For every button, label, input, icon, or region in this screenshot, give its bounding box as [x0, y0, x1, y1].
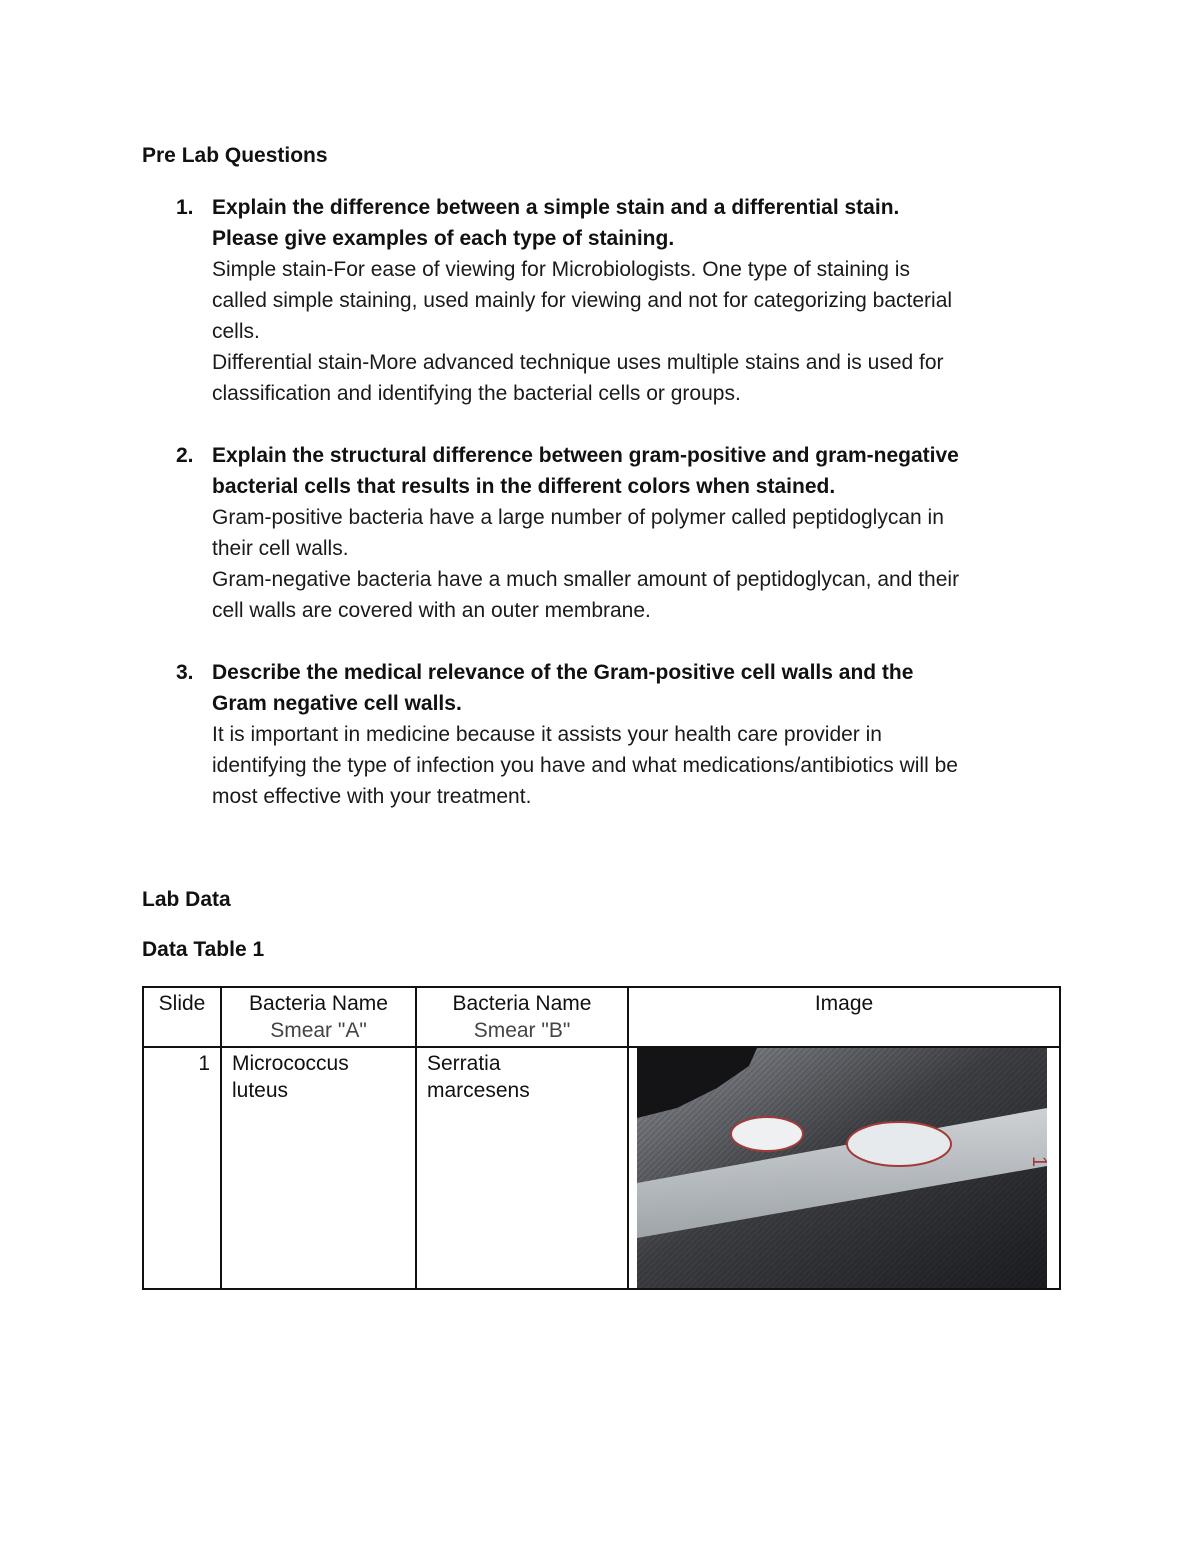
data-table — [142, 986, 1061, 1290]
question-prompt — [212, 657, 1062, 719]
answer-line: Differential stain-More advanced technique uses multiple stains and is used for — [212, 351, 944, 374]
column-sublabel: Smear "A" — [270, 1019, 367, 1042]
smear-a-circle — [731, 1117, 803, 1151]
question-answer — [212, 502, 1062, 626]
question-item — [142, 192, 1062, 409]
prompt-line: Gram negative cell walls. — [212, 692, 462, 715]
table-row — [143, 1047, 1060, 1289]
question-answer — [212, 719, 1062, 812]
question-answer — [212, 254, 1062, 409]
prompt-line: Explain the difference between a simple stain and a differential stain. — [212, 196, 900, 219]
question-prompt — [212, 440, 1062, 502]
lab-data-heading: Lab Data — [142, 888, 231, 911]
answer-line: Gram-positive bacteria have a large number of polymer called peptidoglycan in — [212, 506, 944, 529]
prompt-line: Please give examples of each type of staining. — [212, 227, 675, 250]
cell-slide-number: 1 — [143, 1047, 221, 1289]
data-table-title: Data Table 1 — [142, 938, 265, 961]
slide-photo — [637, 1048, 1050, 1288]
answer-line: cell walls are covered with an outer membrane. — [212, 599, 651, 622]
prompt-line: Explain the structural difference between gram-positive and gram-negative — [212, 444, 959, 467]
column-label: Bacteria Name — [452, 992, 592, 1015]
bacteria-name-line: marcesens — [427, 1079, 530, 1102]
question-number: 2. — [176, 444, 194, 467]
answer-line: Gram-negative bacteria have a much smaller amount of peptidoglycan, and their — [212, 568, 960, 591]
question-list — [142, 192, 1062, 843]
slide-label: 1 — [1028, 1156, 1050, 1168]
bacteria-name-line: Micrococcus — [232, 1052, 349, 1075]
cell-image — [628, 1047, 1060, 1289]
pre-lab-heading: Pre Lab Questions — [142, 144, 328, 167]
answer-line: most effective with your treatment. — [212, 785, 532, 808]
answer-line: their cell walls. — [212, 537, 349, 560]
answer-line: It is important in medicine because it assists your health care provider in — [212, 723, 882, 746]
question-number: 3. — [176, 661, 194, 684]
cell-smear-b — [416, 1047, 628, 1289]
prompt-line: bacterial cells that results in the different colors when stained. — [212, 475, 836, 498]
question-item — [142, 657, 1062, 812]
question-prompt — [212, 192, 1062, 254]
answer-line: cells. — [212, 320, 260, 343]
prompt-line: Describe the medical relevance of the Gram-positive cell walls and the — [212, 661, 914, 684]
column-label: Slide — [158, 992, 206, 1015]
question-item — [142, 440, 1062, 626]
bacteria-name-line: luteus — [232, 1079, 289, 1102]
column-header-smear-a — [221, 987, 416, 1047]
answer-line: called simple staining, used mainly for viewing and not for categorizing bacterial — [212, 289, 953, 312]
answer-line: classification and identifying the bacterial cells or groups. — [212, 382, 741, 405]
bacteria-name-line: Serratia — [427, 1052, 501, 1075]
answer-line: identifying the type of infection you have and what medications/antibiotics will be — [212, 754, 958, 777]
answer-line: Simple stain-For ease of viewing for Microbiologists. One type of staining is — [212, 258, 910, 281]
column-label: Image — [814, 992, 874, 1015]
column-header-smear-b — [416, 987, 628, 1047]
column-header-slide — [143, 987, 221, 1047]
table-header-row — [143, 987, 1060, 1047]
question-number: 1. — [176, 196, 194, 219]
cell-smear-a — [221, 1047, 416, 1289]
column-sublabel: Smear "B" — [473, 1019, 571, 1042]
column-header-image — [628, 987, 1060, 1047]
smear-b-circle — [847, 1122, 951, 1166]
column-label: Bacteria Name — [249, 992, 388, 1015]
